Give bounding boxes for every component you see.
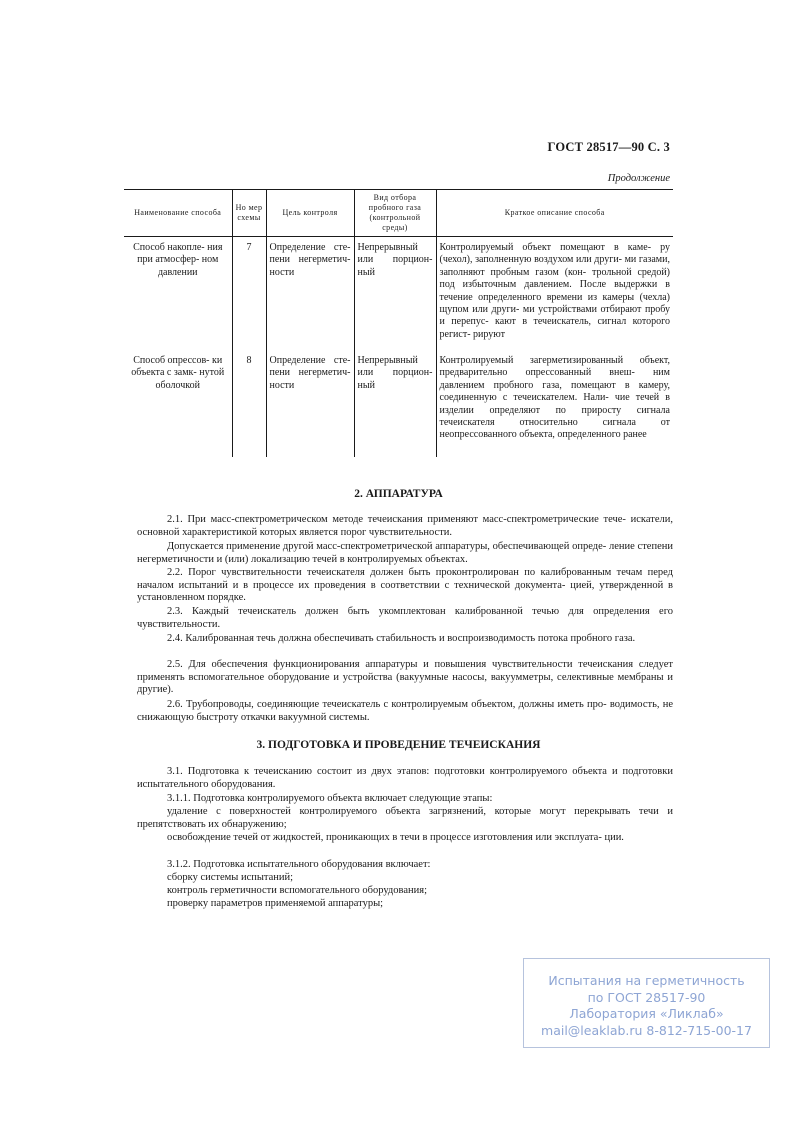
- control-goal-cell: Определение сте- пени негерметич- ности: [266, 237, 354, 353]
- section-title: 3. ПОДГОТОВКА И ПРОВЕДЕНИЕ ТЕЧЕИСКАНИЯ: [256, 739, 541, 751]
- description-cell: Контролируемый объект помещают в каме- ру (чехол), заполненную воздухом или други- ми газами, заполняют пробным газом (кон- трольной средой) под избыточным давлением. После выдержки в течение определенного времени из камеры (чехла) щупом или други- ми устройствами отбирают пробу и перепус- кают в течеискатель, сигнал которого регист- рируют: [436, 237, 673, 353]
- sampling-kind-cell: Непрерывный или порцион- ный: [354, 237, 436, 353]
- scheme-number-cell: 7: [232, 237, 266, 353]
- paragraph: 2.2. Порог чувствительности течеискателя должен быть проконтролирован по калиброванным течам перед началом испытаний и в процессе их проведения в соответствии с технической документа- цией, утвержденной в установленном порядке.: [137, 567, 673, 604]
- sampling-kind-cell: Непрерывный или порцион- ный: [354, 352, 436, 457]
- column-header: Краткое описание способа: [436, 190, 673, 237]
- paragraph: 3.1.2. Подготовка испытательного оборудования включает:: [167, 859, 431, 870]
- methods-table: [124, 189, 673, 457]
- page-header: ГОСТ 28517—90 С. 3: [547, 140, 670, 154]
- paragraph: 2.3. Каждый течеискатель должен быть укомплектован калиброванной течью для определения его чувствительности.: [137, 606, 673, 630]
- stamp-line: Лаборатория «Ликлаб»: [569, 1006, 724, 1021]
- column-header: Но мер схемы: [232, 190, 266, 237]
- paragraph: удаление с поверхностей контролируемого объекта загрязнений, которые могут перекрывать течи и препятствовать их обнаружению;: [137, 806, 673, 830]
- stamp-line: по ГОСТ 28517-90: [587, 989, 706, 1005]
- stamp-contact[interactable]: mail@leaklab.ru 8-812-715-00-17: [541, 1022, 752, 1038]
- method-name-cell: Способ накопле- ния при атмосфер- ном давлении: [133, 242, 223, 278]
- table-row: [124, 352, 673, 457]
- table-header-row: [124, 190, 673, 237]
- laboratory-stamp: [523, 958, 770, 1048]
- column-header: Наименование способа: [124, 190, 232, 237]
- control-goal-cell: Определение сте- пени негерметич- ности: [266, 352, 354, 457]
- paragraph: Допускается применение другой масс-спектрометрической аппаратуры, обеспечивающей опреде- ление степени негерметичности и (или) локализацию течей в контролируемых объектах.: [137, 541, 673, 565]
- paragraph: проверку параметров применяемой аппаратуры;: [167, 898, 384, 909]
- description-cell: Контролируемый загерметизированный объект, предварительно опрессованный внеш- ним давлением пробного газа, помещают в камеру, соединенную с течеискателем. Нали- чие течей в изделии определяют по приросту сигнала течеискателя относительно сигнала от неопрессованного объекта, определенного ранее: [436, 352, 673, 457]
- continuation-label: Продолжение: [607, 173, 670, 184]
- paragraph: 3.1.1. Подготовка контролируемого объекта включает следующие этапы:: [167, 793, 493, 804]
- section-title: 2. АППАРАТУРА: [354, 488, 443, 500]
- paragraph: 2.4. Калиброванная течь должна обеспечивать стабильность и воспроизводимость потока пробного газа.: [167, 633, 636, 644]
- column-header: Вид отбора пробного газа (контрольной среды): [354, 190, 436, 237]
- table-row: [124, 237, 673, 353]
- method-name-cell: Способ опрессов- ки объекта с замк- нутой оболочкой: [131, 355, 225, 391]
- paragraph: 2.6. Трубопроводы, соединяющие течеискатель с контролируемым объектом, должны иметь про- водимость, не снижающую быстроту откачки вакуумной системы.: [137, 699, 673, 723]
- paragraph: 3.1. Подготовка к течеисканию состоит из двух этапов: подготовки контролируемого объекта и подготовки испытательного оборудования.: [137, 766, 673, 790]
- paragraph: 2.5. Для обеспечения функционирования аппаратуры и повышения чувствительности течеискания следует применять вспомогательное оборудование и устройства (вакуумные насосы, вакуумметры, селективные мембраны и другие).: [137, 659, 673, 696]
- stamp-line: Испытания на герметичность: [548, 973, 745, 988]
- column-header: Цель контроля: [266, 190, 354, 237]
- paragraph: сборку системы испытаний;: [167, 872, 294, 883]
- paragraph: 2.1. При масс-спектрометрическом методе течеискания применяют масс-спектрометрические тече- искатели, основной характеристикой которых является порог чувствительности.: [137, 514, 673, 538]
- scheme-number-cell: 8: [232, 352, 266, 457]
- paragraph: контроль герметичности вспомогательного оборудования;: [167, 885, 427, 896]
- paragraph: освобождение течей от жидкостей, проникающих в течи в процессе изготовления или эксплуата- ции.: [167, 832, 624, 843]
